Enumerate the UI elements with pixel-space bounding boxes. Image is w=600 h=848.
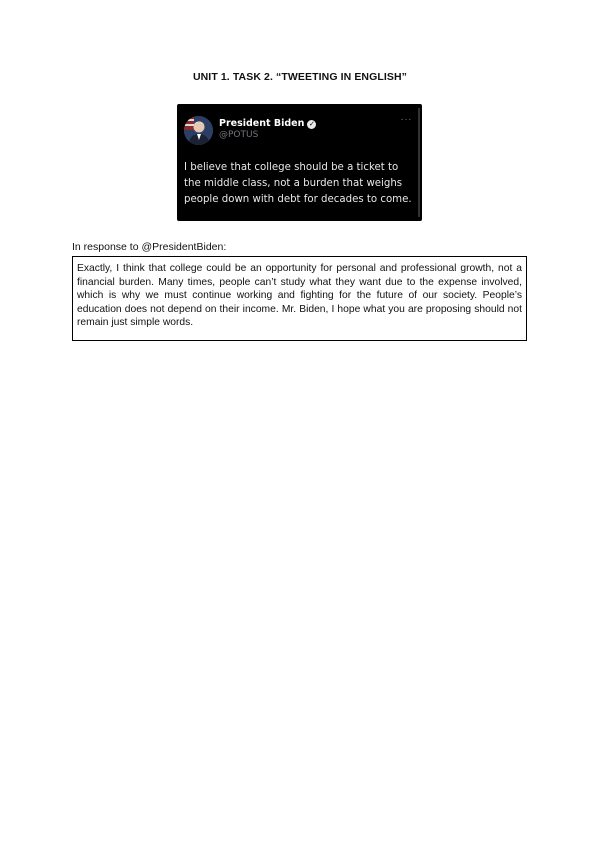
response-text: Exactly, I think that college could be an opportunity for personal and professional growth, not a financial burden. Many times, people can’t study what they want due to the expense involved, which is why we must continue working and fighting for the future of our society. People’s education does not depend on their income. Mr. Biden, I hope what you are proposing should not remain just simple words. (77, 263, 522, 329)
author-avatar (184, 116, 213, 145)
author-name[interactable] (219, 118, 316, 129)
verified-badge-icon: ✓ (308, 120, 315, 128)
tweet-scrollbar[interactable] (418, 108, 420, 217)
tweet-card (177, 104, 422, 221)
more-options-icon[interactable]: ··· (400, 114, 412, 125)
response-label: In response to @PresidentBiden: (72, 241, 227, 253)
author-name-label: President Biden (219, 118, 305, 129)
response-box (72, 256, 527, 341)
avatar-photo-icon (184, 116, 213, 145)
author-handle[interactable]: @POTUS (219, 130, 259, 140)
tweet-text: I believe that college should be a ticket to the middle class, not a burden that weighs people down with debt for decades to come. (184, 162, 412, 205)
document-title: UNIT 1. TASK 2. “TWEETING IN ENGLISH” (192, 71, 408, 83)
